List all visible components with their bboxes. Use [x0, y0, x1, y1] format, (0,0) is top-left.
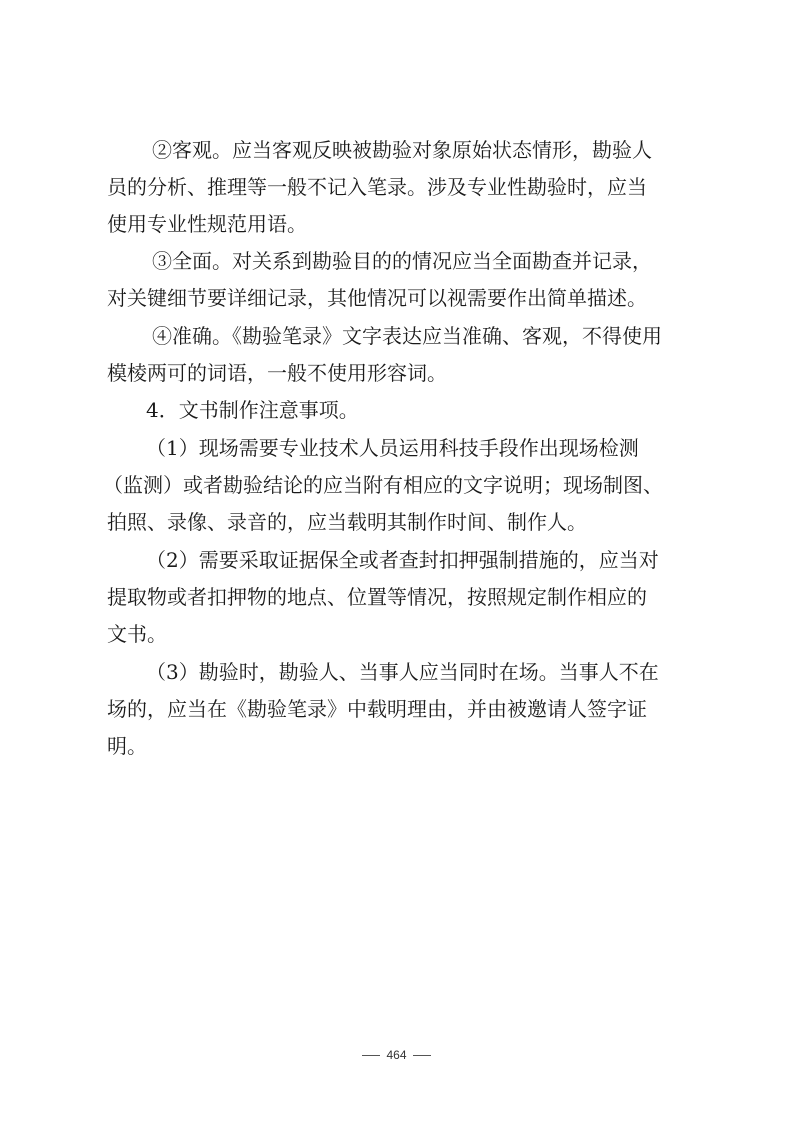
- text-line: 提取物或者扣押物的地点、位置等情况，按照规定制作相应的: [107, 585, 647, 609]
- text-line: 模棱两可的词语，一般不使用形容词。: [107, 361, 447, 385]
- text-line: ②客观。应当客观反映被勘验对象原始状态情形，勘验人: [152, 138, 652, 162]
- text-line: ③全面。对关系到勘验目的的情况应当全面勘查并记录，: [152, 249, 652, 273]
- text-line: 场的，应当在《勘验笔录》中载明理由，并由被邀请人签字证: [107, 697, 647, 721]
- text-line: 对关键细节要详细记录，其他情况可以视需要作出简单描述。: [107, 286, 647, 310]
- section-heading: 4．文书制作注意事项。: [146, 398, 359, 422]
- text-line: ④准确。《勘验笔录》文字表达应当准确、客观，不得使用: [152, 324, 662, 348]
- text-line: （2）需要采取证据保全或者查封扣押强制措施的，应当对: [146, 548, 659, 572]
- text-line: 拍照、录像、录音的，应当载明其制作时间、制作人。: [107, 510, 587, 534]
- text-line: 员的分析、推理等一般不记入笔录。涉及专业性勘验时，应当: [107, 175, 647, 199]
- text-line: 使用专业性规范用语。: [107, 212, 307, 236]
- footer-dash-left: [362, 1055, 380, 1056]
- text-line: （1）现场需要专业技术人员运用科技手段作出现场检测: [146, 436, 639, 460]
- footer-dash-right: [413, 1055, 431, 1056]
- page-footer: [0, 1048, 793, 1062]
- text-line: （监测）或者勘验结论的应当附有相应的文字说明；现场制图、: [103, 473, 663, 497]
- text-line: 明。: [107, 734, 147, 758]
- text-line: 文书。: [107, 622, 167, 646]
- page-number: 464: [386, 1048, 407, 1062]
- text-line: （3）勘验时，勘验人、当事人应当同时在场。当事人不在: [146, 660, 659, 684]
